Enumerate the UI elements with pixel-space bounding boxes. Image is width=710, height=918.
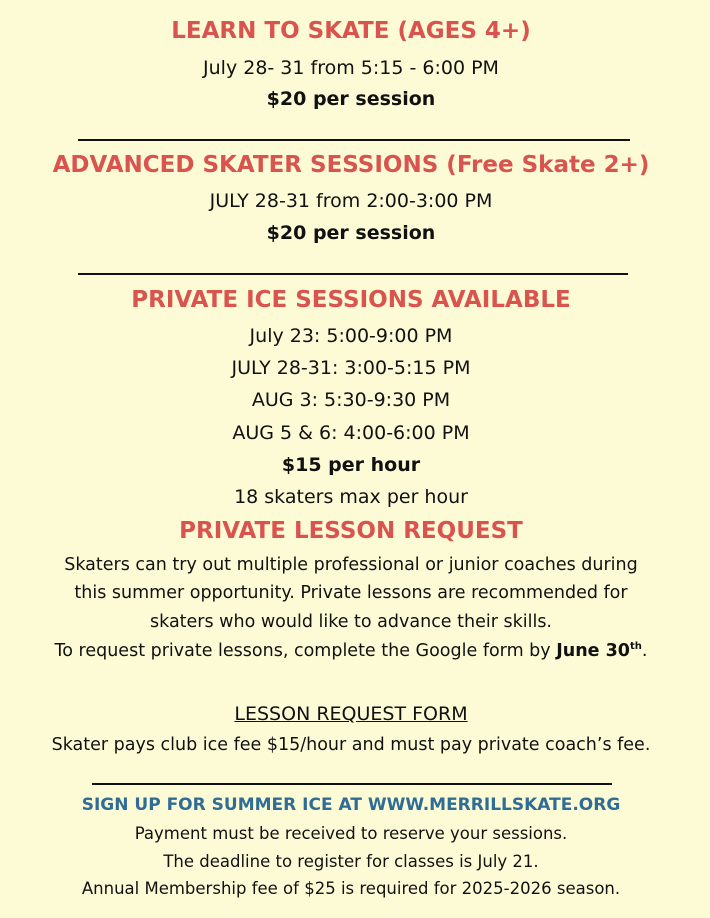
learn-to-skate-price: $20 per session	[266, 88, 436, 110]
private-ice-capacity: 18 skaters max per hour	[234, 486, 468, 508]
signup-note: Payment must be received to reserve your sessions.	[134, 824, 568, 843]
private-ice-slot: JULY 28-31: 3:00-5:15 PM	[231, 357, 471, 379]
private-lesson-text: skaters who would like to advance their skills.	[150, 612, 552, 632]
learn-to-skate-title: LEARN TO SKATE (AGES 4+)	[171, 18, 531, 44]
advanced-sessions-title: ADVANCED SKATER SESSIONS (Free Skate 2+)	[52, 152, 650, 178]
private-lesson-text: this summer opportunity. Private lessons are recommended for	[74, 583, 628, 603]
divider-1	[78, 139, 630, 141]
private-ice-price: $15 per hour	[281, 454, 421, 476]
advanced-sessions-price: $20 per session	[266, 222, 436, 244]
private-ice-title: PRIVATE ICE SESSIONS AVAILABLE	[131, 287, 571, 313]
club-fee-note: Skater pays club ice fee $15/hour and must pay private coach’s fee.	[51, 735, 651, 755]
divider-2	[78, 273, 628, 275]
private-lesson-title: PRIVATE LESSON REQUEST	[179, 518, 523, 544]
request-deadline: June 30th	[556, 641, 642, 661]
private-ice-slot: AUG 5 & 6: 4:00-6:00 PM	[232, 422, 470, 444]
request-text: To request private lessons, complete the Google form by	[54, 641, 557, 661]
signup-note: Annual Membership fee of $25 is required for 2025-2026 season.	[81, 879, 621, 898]
private-ice-slot: AUG 3: 5:30-9:30 PM	[251, 389, 451, 411]
private-lesson-text: Skaters can try out multiple professional or junior coaches during	[64, 555, 638, 575]
private-lesson-request-line: To request private lessons, complete the Google form by June 30th.	[54, 641, 648, 661]
divider-3	[92, 783, 612, 785]
private-ice-slot: July 23: 5:00-9:00 PM	[249, 325, 453, 347]
signup-note: The deadline to register for classes is July 21.	[163, 852, 539, 871]
signup-title: SIGN UP FOR SUMMER ICE AT WWW.MERRILLSKATE.ORG	[81, 795, 621, 815]
advanced-sessions-dates: JULY 28-31 from 2:00-3:00 PM	[209, 190, 493, 212]
lesson-request-form-link[interactable]: LESSON REQUEST FORM	[234, 703, 468, 725]
learn-to-skate-dates: July 28- 31 from 5:15 - 6:00 PM	[203, 57, 499, 79]
